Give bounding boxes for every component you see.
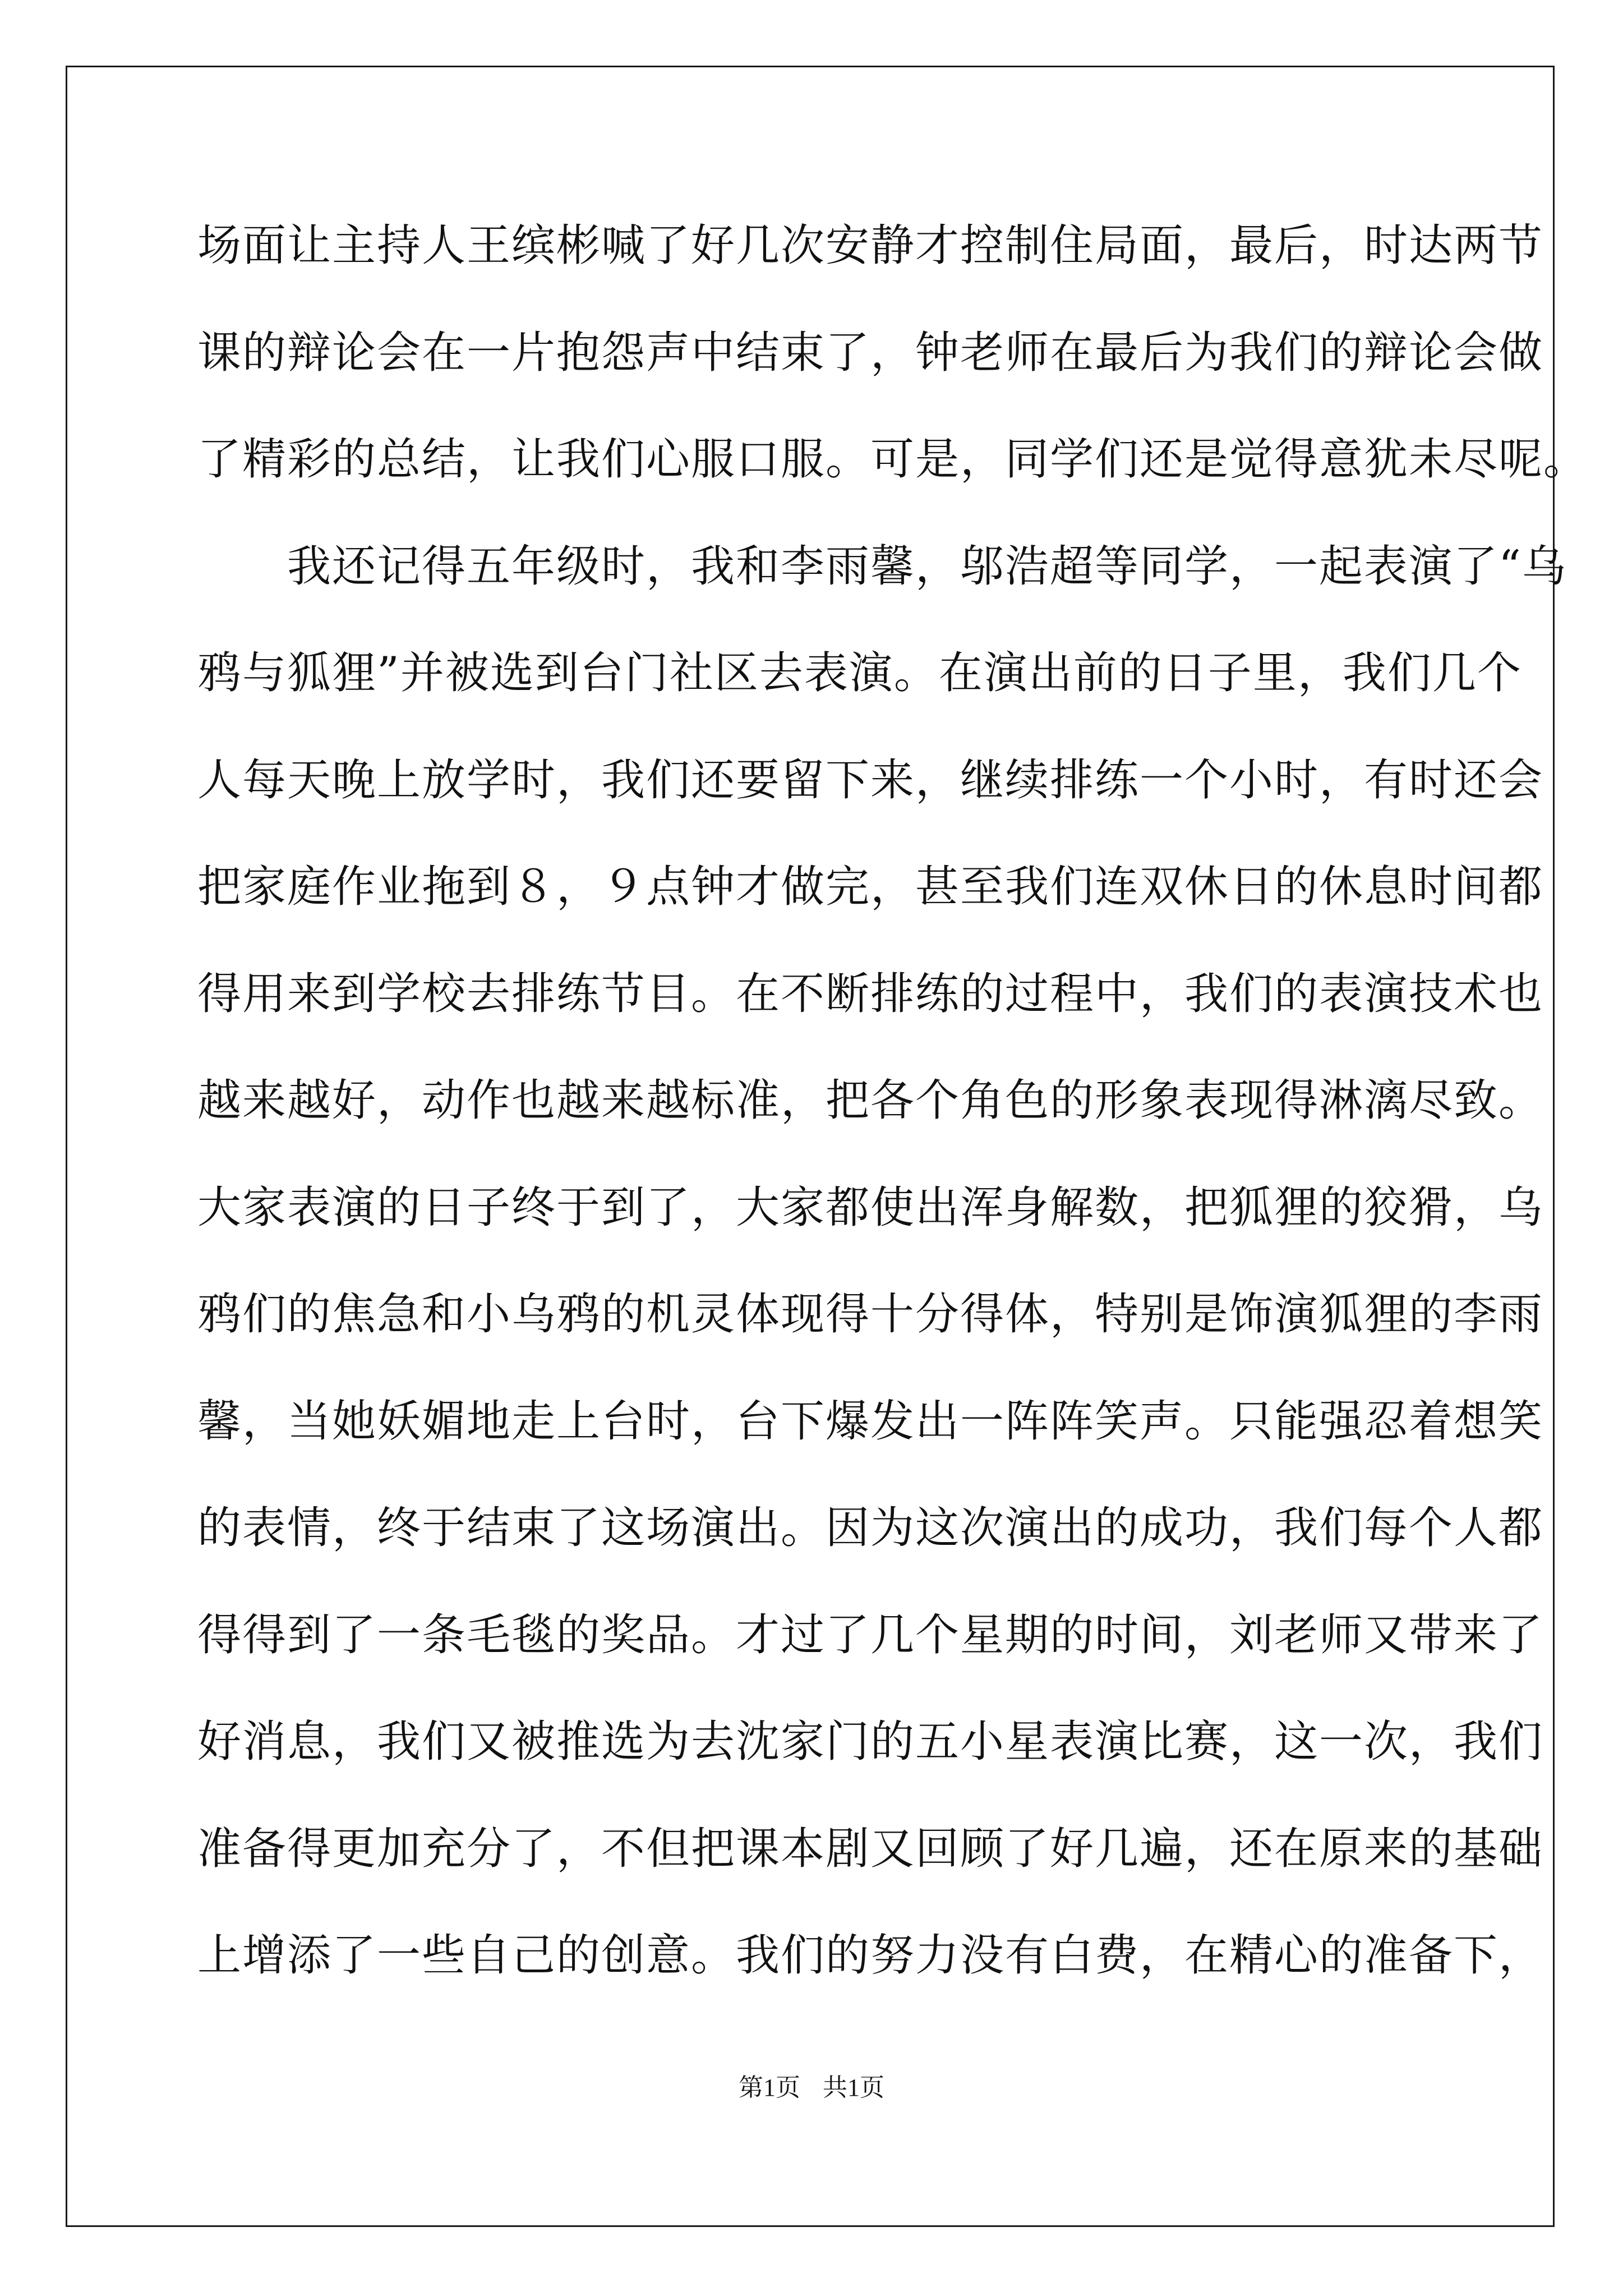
text-line-14: 得得到了一条毛毯的奖品。才过了几个星期的时间，刘老师又带来了 bbox=[197, 1609, 1544, 1660]
text-line-15: 好消息，我们又被推选为去沈家门的五小星表演比赛，这一次，我们 bbox=[197, 1717, 1544, 1767]
text-line-2: 课的辩论会在一片抱怨声中结束了，钟老师在最后为我们的辩论会做 bbox=[197, 327, 1544, 378]
page-number: 第1页 bbox=[739, 2074, 800, 2101]
text-line-8: 得用来到学校去排练节目。在不断排练的过程中，我们的表演技术也 bbox=[197, 968, 1544, 1019]
text-line-16: 准备得更加充分了，不但把课本剧又回顾了好几遍，还在原来的基础 bbox=[197, 1823, 1544, 1874]
text-line-12: 馨，当她妖媚地走上台时，台下爆发出一阵阵笑声。只能强忍着想笑 bbox=[197, 1396, 1544, 1447]
text-line-7: 把家庭作业拖到８，９点钟才做完，甚至我们连双休日的休息时间都 bbox=[197, 862, 1544, 912]
text-line-13: 的表情，终于结束了这场演出。因为这次演出的成功，我们每个人都 bbox=[197, 1503, 1544, 1553]
page-total: 共1页 bbox=[823, 2074, 884, 2101]
text-line-4: 我还记得五年级时，我和李雨馨，邬浩超等同学，一起表演了“乌 bbox=[197, 541, 1567, 592]
text-line-11: 鸦们的焦急和小乌鸦的机灵体现得十分得体，特别是饰演狐狸的李雨 bbox=[197, 1289, 1544, 1340]
text-line-17: 上增添了一些自己的创意。我们的努力没有白费，在精心的准备下， bbox=[197, 1930, 1544, 1981]
page-footer bbox=[0, 2071, 1623, 2105]
text-line-5: 鸦与狐狸”并被选到台门社区去表演。在演出前的日子里，我们几个 bbox=[197, 648, 1522, 698]
document-body bbox=[197, 219, 1589, 2036]
text-line-10: 大家表演的日子终于到了，大家都使出浑身解数，把狐狸的狡猾，乌 bbox=[197, 1182, 1544, 1233]
text-line-1: 场面让主持人王缤彬喊了好几次安静才控制住局面，最后，时达两节 bbox=[197, 220, 1544, 271]
text-line-9: 越来越好，动作也越来越标准，把各个角色的形象表现得淋漓尽致。 bbox=[197, 1075, 1544, 1126]
text-line-3: 了精彩的总结，让我们心服口服。可是，同学们还是觉得意犹未尽呢。 bbox=[197, 434, 1589, 485]
text-line-6: 人每天晚上放学时，我们还要留下来，继续排练一个小时，有时还会 bbox=[197, 754, 1544, 806]
